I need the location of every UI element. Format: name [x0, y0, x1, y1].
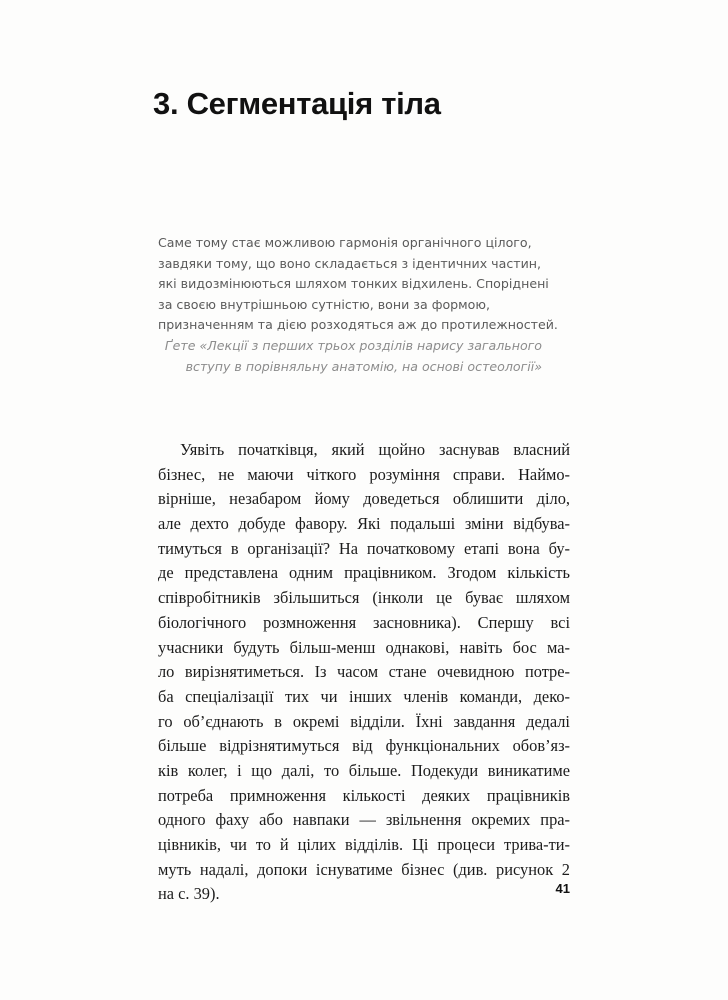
epigraph-line: Саме тому стає можливою гармонія органічного цілого, [158, 235, 532, 250]
paragraph-line: ків колег, і що далі, то більше. Подекуди виникатиме [158, 760, 570, 780]
epigraph-line: які видозмінюються шляхом тонких відхилень. Споріднені [158, 276, 549, 292]
paragraph-line: де представлена одним працівником. Згодом кількість [158, 563, 570, 583]
body-paragraph [158, 438, 570, 907]
paragraph-line: вірніше, незабаром йому доведеться облишити діло, [158, 489, 570, 509]
paragraph-line: тимуться в організації? На початковому етапі вона бу- [158, 538, 570, 558]
paragraph-line: на с. 39). [158, 884, 220, 904]
page-number: 41 [555, 881, 570, 896]
epigraph-line: призначенням та дією розходяться аж до протилежностей. [158, 317, 558, 333]
paragraph-line: співробітників збільшиться (інколи це буває шляхом [158, 588, 570, 608]
epigraph-source-line: вступу в порівняльну анатомію, на основі остеології» [185, 358, 542, 374]
paragraph-line: муть надалі, допоки існуватиме бізнес (див. рисунок 2 [158, 859, 570, 879]
paragraph-line: ба спеціалізації тих чи інших членів команди, деко- [158, 686, 570, 706]
paragraph-line: більше відрізнятимуться від функціональних обов’яз- [158, 736, 570, 756]
paragraph-line: біологічного розмноження засновника). Спершу всі [158, 612, 570, 632]
epigraph-line: за своєю внутрішньою сутністю, вони за формою, [158, 296, 490, 312]
paragraph-line: Уявіть початківця, який щойно заснував власний [180, 440, 570, 459]
epigraph-line: завдяки тому, що воно складається з ідентичних частин, [158, 255, 542, 271]
paragraph-line: учасники будуть більш-менш однакові, навіть бос ма- [158, 637, 570, 657]
paragraph-line: одного фаху або навпаки — звільнення окремих пра- [158, 810, 570, 830]
epigraph-source-line: Ґете «Лекції з перших трьох розділів нарису загального [164, 337, 542, 353]
paragraph-line: але дехто добуде фавору. Які подальші зміни відбува- [158, 514, 570, 534]
paragraph-line: бізнес, не маючи чіткого розуміння справи. Наймо- [158, 464, 570, 484]
paragraph-line: цівників, чи то й цілих відділів. Ці процеси трива-ти- [158, 835, 570, 854]
chapter-title: 3. Сегментація тіла [153, 86, 441, 121]
paragraph-line: ло вирізнятиметься. Із часом стане очевидною потре- [158, 662, 570, 682]
paragraph-line: го об’єднають в окремі відділи. Їхні завдання дедалі [158, 711, 570, 731]
epigraph [158, 233, 578, 377]
paragraph-line: потреба примноження кількості деяких працівників [158, 785, 570, 805]
